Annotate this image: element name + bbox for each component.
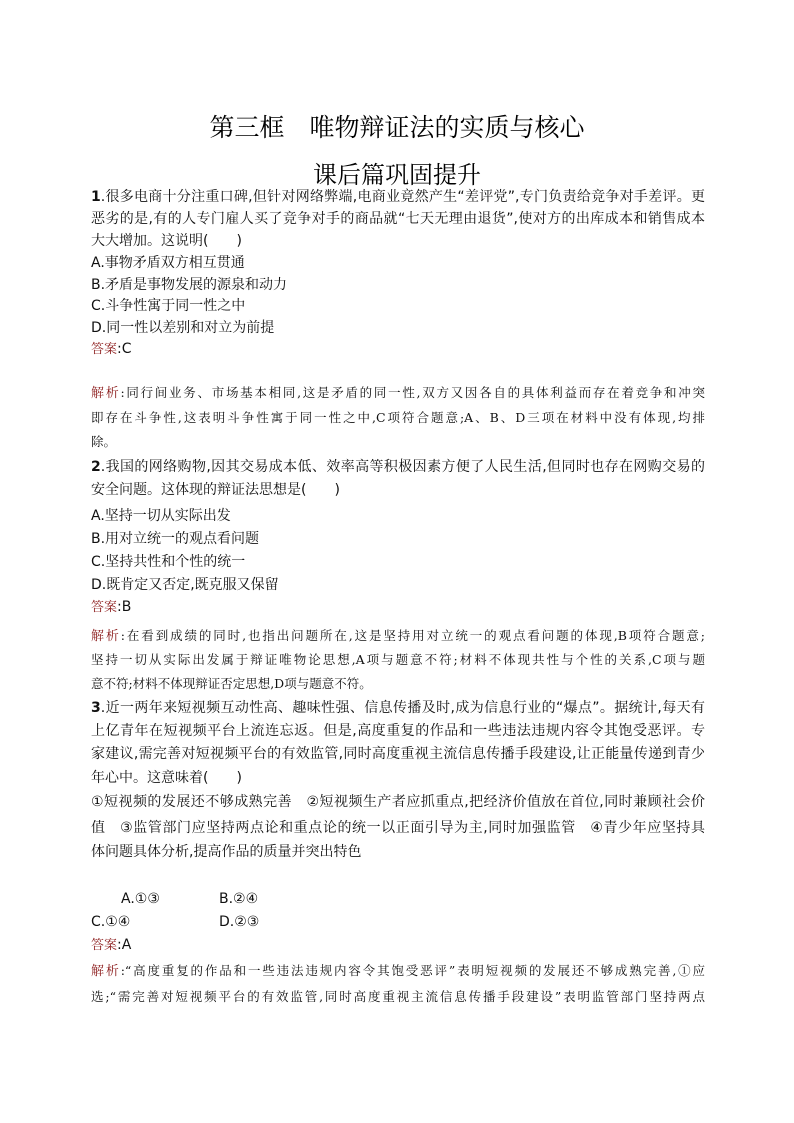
analysis-text: :“高度重复的作品和一些违法违规内容令其饱受恶评”表明短视频的发展还不够成熟完善,①应	[120, 963, 705, 978]
option-c: C.①④	[91, 914, 131, 930]
question-2-stem-line: 安全问题。这体现的辩证法思想是( )	[91, 482, 340, 498]
stem-text: .近一两年来短视频互动性高、趣味性强、信息传播及时,成为信息行业的“爆点”。据统计,每天有	[100, 700, 705, 716]
question-number: 3	[91, 700, 101, 716]
option-a: A.坚持一切从实际出发	[91, 508, 231, 524]
answer-value: :B	[117, 599, 132, 615]
analysis-label: 解析	[91, 629, 121, 644]
question-3-stem-line: 年心中。这意味着( )	[91, 770, 242, 786]
analysis-line: 坚持一切从实际出发属于辩证唯物论思想,A项与题意不符;材料不体现共性与个性的关系,C项与题	[91, 652, 705, 667]
answer-line	[91, 935, 705, 956]
question-1-stem-line	[91, 187, 705, 207]
option-d: D.既肯定又否定,既克服又保留	[91, 577, 279, 593]
option-a: A.①③	[121, 891, 160, 907]
analysis-line	[91, 626, 705, 646]
question-3-stem-line: 家建议,需完善对短视频平台的有效监管,同时高度重视主流信息传播手段建设,让正能量传递到青少	[91, 746, 705, 762]
analysis-text: :在看到成绩的同时,也指出问题所在,这是坚持用对立统一的观点看问题的体现,B项符合题意;	[120, 628, 705, 643]
question-number: 2	[91, 459, 101, 475]
answer-value: :C	[117, 341, 132, 357]
question-3-stem-line	[91, 698, 705, 718]
question-3-stem-line: 上亿青年在短视频平台上流连忘返。但是,高度重复的作品和一些违法违规内容令其饱受恶评。专	[91, 723, 705, 739]
analysis-line: 意不符;材料不体现辩证否定思想,D项与题意不符。	[91, 676, 372, 691]
option-d: D.②③	[219, 914, 260, 930]
analysis-text: :同行间业务、市场基本相同,这是矛盾的同一性,双方又因各自的具体利益而存在着竞争和冲突	[120, 385, 705, 400]
question-2-stem-line	[91, 457, 705, 477]
question-number: 1	[91, 189, 101, 205]
analysis-label: 解析	[91, 964, 121, 979]
stem-text: .很多电商十分注重口碑,但针对网络弊端,电商业竟然产生“差评党”,专门负责给竞争对手差评。更	[100, 189, 705, 205]
option-b: B.矛盾是事物发展的源泉和动力	[91, 277, 288, 293]
option-a: A.事物矛盾双方相互贯通	[91, 255, 245, 271]
answer-label: 答案	[91, 938, 118, 953]
answer-label: 答案	[91, 600, 118, 615]
analysis-label: 解析	[91, 386, 121, 401]
analysis-line: 选;“需完善对短视频平台的有效监管,同时高度重视主流信息传播手段建设”表明监管部门坚持两点	[91, 989, 705, 1004]
analysis-line: 即存在斗争性,这表明斗争性寓于同一性之中,C项符合题意;A、B、D三项在材料中没有体现,均排	[91, 410, 705, 425]
option-c: C.坚持共性和个性的统一	[91, 554, 246, 570]
answer-value: :A	[117, 937, 132, 953]
question-1-stem-line: 恶劣的是,有的人专门雇人买了竞争对手的商品就“七天无理由退货”,使对方的出库成本和销售成本	[91, 211, 705, 227]
option-c: C.斗争性寓于同一性之中	[91, 298, 246, 314]
answer-line	[91, 339, 705, 360]
page-title: 第三框 唯物辩证法的实质与核心	[209, 113, 585, 142]
question-1-stem-line: 大大增加。这说明( )	[91, 233, 242, 249]
option-b: B.用对立统一的观点看问题	[91, 531, 260, 547]
answer-line	[91, 597, 705, 618]
option-b: B.②④	[219, 891, 259, 907]
question-3-statement-line: 值 ③监管部门应坚持两点论和重点论的统一以正面引导为主,同时加强监管 ④青少年应坚持具	[91, 820, 705, 836]
analysis-line	[91, 961, 705, 981]
stem-text: .我国的网络购物,因其交易成本低、效率高等积极因素方便了人民生活,但同时也存在网购交易的	[100, 459, 705, 475]
question-3-statement-line: ①短视频的发展还不够成熟完善 ②短视频生产者应抓重点,把经济价值放在首位,同时兼顾社会价	[91, 794, 705, 810]
option-d: D.同一性以差别和对立为前提	[91, 320, 275, 336]
page-subtitle: 课后篇巩固提升	[313, 161, 481, 189]
answer-label: 答案	[91, 342, 118, 357]
analysis-line: 除。	[91, 434, 117, 449]
analysis-line	[91, 383, 705, 403]
question-3-statement-line: 体问题具体分析,提高作品的质量并突出特色	[91, 844, 362, 860]
